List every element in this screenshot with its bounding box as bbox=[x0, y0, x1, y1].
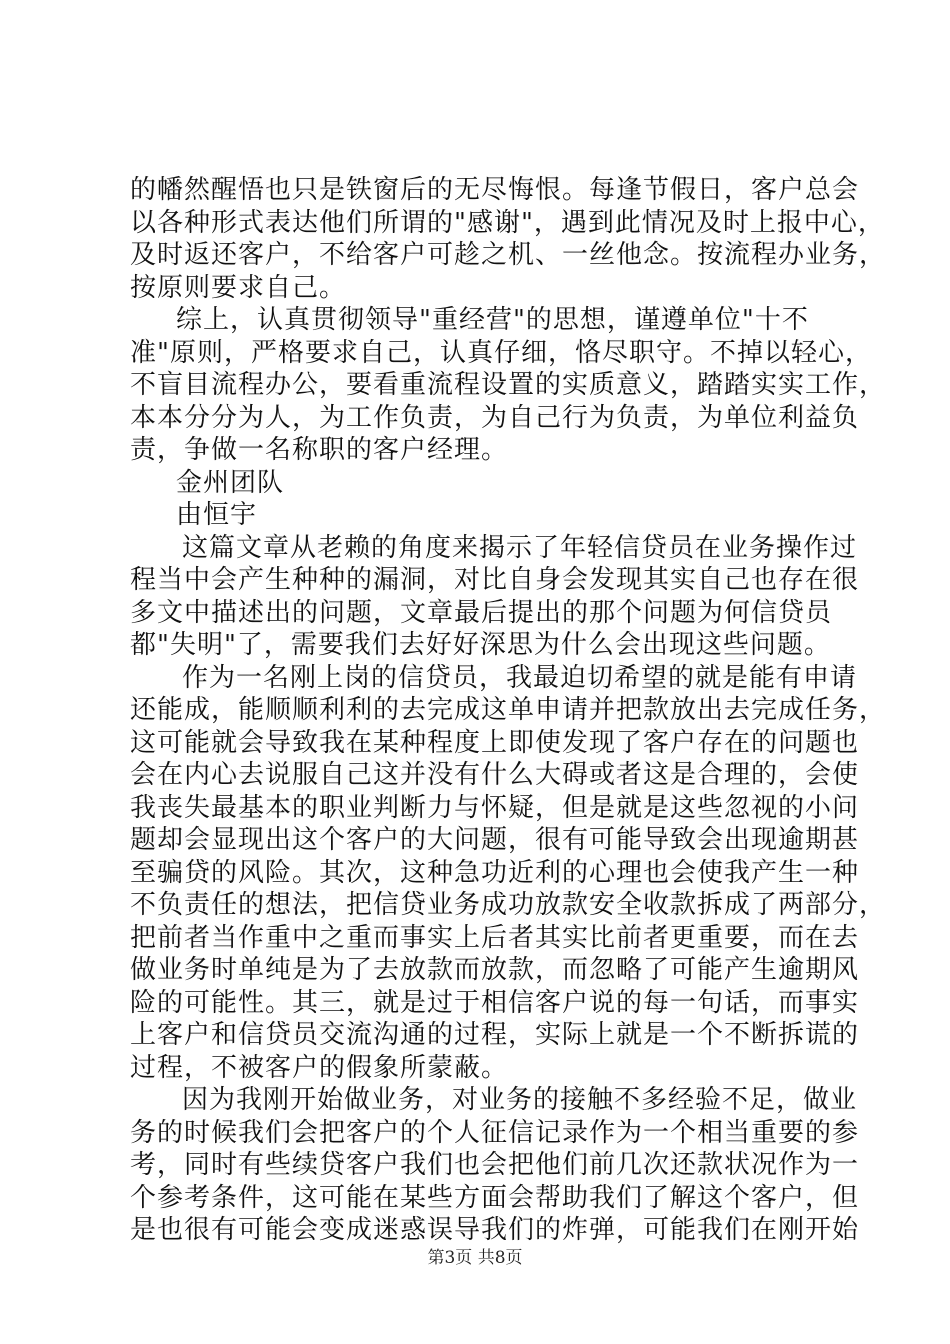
text-line: 考，同时有些续贷客户我们也会把他们前几次还款状况作为一 bbox=[130, 1150, 860, 1180]
text-line: 做业务时单纯是为了去放款而放款，而忽略了可能产生逾期风 bbox=[130, 955, 860, 985]
text-line: 上客户和信贷员交流沟通的过程，实际上就是一个不断拆谎的 bbox=[130, 1020, 860, 1050]
author-name: 由恒宇 bbox=[176, 500, 258, 530]
paragraph-first-line: 作为一名刚上岗的信贷员，我最迫切希望的就是能有申请 bbox=[182, 662, 858, 693]
text-line: 程当中会产生种种的漏洞，对比自身会发现其实自己也存在很 bbox=[130, 565, 860, 595]
text-line: 险的可能性。其三，就是过于相信客户说的每一句话，而事实 bbox=[130, 987, 860, 1018]
text-line: 还能成，能顺顺利利的去完成这单申请并把款放出去完成任务， bbox=[130, 695, 887, 725]
text-line: 我丧失最基本的职业判断力与怀疑，但是就是这些忽视的小问 bbox=[130, 792, 860, 823]
text-line: 个参考条件，这可能在某些方面会帮助我们了解这个客户，但 bbox=[130, 1182, 860, 1213]
text-line: 是也很有可能会变成迷惑误导我们的炸弹，可能我们在刚开始 bbox=[130, 1215, 860, 1245]
text-line: 以各种形式表达他们所谓的"感谢"，遇到此情况及时上报中心， bbox=[130, 207, 885, 238]
paragraph-first-line: 这篇文章从老赖的角度来揭示了年轻信贷员在业务操作过 bbox=[182, 532, 858, 563]
text-line: 及时返还客户，不给客户可趁之机、一丝他念。按流程办业务， bbox=[130, 240, 887, 270]
text-line: 本本分分为人，为工作负责，为自己行为负责，为单位利益负 bbox=[130, 402, 860, 433]
text-line: 准"原则，严格要求自己，认真仔细，恪尽职守。不掉以轻心， bbox=[130, 337, 872, 368]
document-body bbox=[130, 174, 887, 1247]
text-line: 不负责任的想法，把信贷业务成功放款安全收款拆成了两部分， bbox=[130, 890, 887, 920]
text-line: 多文中描述出的问题，文章最后提出的那个问题为何信贷员 bbox=[130, 597, 833, 628]
paragraph-first-line: 因为我刚开始做业务，对业务的接触不多经验不足，做业 bbox=[182, 1085, 858, 1115]
text-line: 把前者当作重中之重而事实上后者其实比前者更重要，而在去 bbox=[130, 922, 860, 953]
text-line: 不盲目流程办公，要看重流程设置的实质意义，踏踏实实工作， bbox=[130, 370, 887, 400]
text-line: 务的时候我们会把客户的个人征信记录作为一个相当重要的参 bbox=[130, 1117, 860, 1148]
text-line: 按原则要求自己。 bbox=[130, 272, 347, 303]
text-line: 的幡然醒悟也只是铁窗后的无尽悔恨。每逢节假日，客户总会 bbox=[130, 175, 860, 205]
text-line: 都"失明"了，需要我们去好好深思为什么会出现这些问题。 bbox=[130, 630, 831, 660]
text-line: 题却会显现出这个客户的大问题，很有可能导致会出现逾期甚 bbox=[130, 825, 860, 855]
paragraph-first-line: 综上，认真贯彻领导"重经营"的思想，谨遵单位"十不 bbox=[176, 305, 809, 335]
text-line: 过程，不被客户的假象所蒙蔽。 bbox=[130, 1052, 509, 1083]
text-line: 责，争做一名称职的客户经理。 bbox=[130, 435, 509, 465]
text-line: 至骗贷的风险。其次，这种急功近利的心理也会使我产生一种 bbox=[130, 857, 860, 888]
page-number-footer: 第3页 共8页 bbox=[427, 1248, 523, 1268]
text-line: 这可能就会导致我在某种程度上即使发现了客户存在的问题也 bbox=[130, 727, 860, 758]
team-name: 金州团队 bbox=[176, 467, 285, 498]
text-line: 会在内心去说服自己这并没有什么大碍或者这是合理的，会使 bbox=[130, 760, 860, 790]
